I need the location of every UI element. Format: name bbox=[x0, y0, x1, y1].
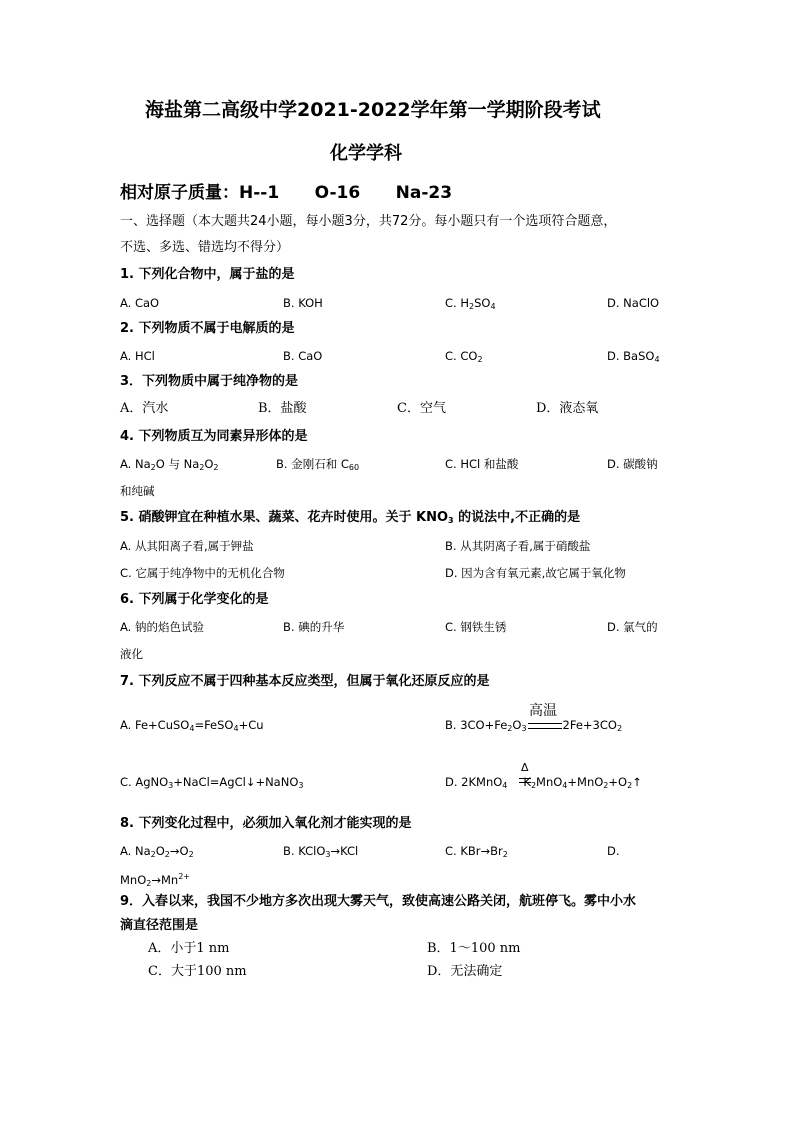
q5-option-d: D. 因为含有氧元素,故它属于氧化物 bbox=[445, 566, 626, 580]
q2-option-a: A. HCl bbox=[120, 349, 155, 363]
q2-option-b: B. CaO bbox=[283, 349, 323, 363]
q1-option-b: B. KOH bbox=[283, 296, 323, 310]
q1-option-d: D. NaClO bbox=[607, 296, 660, 310]
q3-option-b: B．盐酸 bbox=[258, 401, 307, 416]
q5-option-a: A. 从其阳离子看,属于钾盐 bbox=[120, 539, 254, 553]
q7-d-equals-sign bbox=[519, 778, 531, 783]
q7-option-b: B. $3CO+Fe_2O_3$ $2Fe+3CO_2$ bbox=[445, 718, 623, 733]
question-1-stem: 1. 下列化合物中，属于盐的是 bbox=[120, 267, 295, 282]
q7-b-equals-sign bbox=[528, 723, 562, 729]
q3-option-d: D．液态氧 bbox=[536, 401, 599, 416]
exam-title: 海盐第二高级中学2021-2022学年第一学期阶段考试 bbox=[145, 99, 601, 121]
q7-option-d: D. 2KMnO$_4$ $K_2MnO_4+MnO_2+O_2↑$ bbox=[445, 775, 642, 790]
q8-option-b: B. KClO$_3$→KCl bbox=[283, 844, 359, 859]
q2-option-c: C. $CO_2$ bbox=[445, 349, 483, 364]
q8-option-d-wrap: $MnO_2\to Mn^{2+}$ bbox=[120, 872, 191, 888]
question-4-stem: 4. 下列物质互为同素异形体的是 bbox=[120, 429, 308, 444]
q7-d-condition: Δ bbox=[521, 761, 529, 774]
q6-option-d: D. 氯气的 bbox=[607, 620, 658, 634]
q6-option-d-wrap: 液化 bbox=[120, 647, 143, 661]
q5-option-b: B. 从其阴离子看,属于硝酸盐 bbox=[445, 539, 591, 553]
q4-option-c: C. HCl 和盐酸 bbox=[445, 457, 519, 471]
q6-option-a: A. 钠的焰色试验 bbox=[120, 620, 204, 634]
q1-option-c: C. $H_2SO_4$ bbox=[445, 296, 496, 311]
q6-option-b: B. 碘的升华 bbox=[283, 620, 345, 634]
q7-option-c: C. AgNO$_3$+NaCl=AgCl↓+NaNO$_3$ bbox=[120, 775, 304, 790]
question-6-stem: 6. 下列属于化学变化的是 bbox=[120, 592, 269, 607]
question-8-stem: 8. 下列变化过程中，必须加入氧化剂才能实现的是 bbox=[120, 816, 412, 831]
question-3-stem: 3．下列物质中属于纯净物的是 bbox=[120, 374, 299, 389]
q6-option-c: C. 钢铁生锈 bbox=[445, 620, 507, 634]
question-9-stem-line1: 9．入春以来，我国不少地方多次出现大雾天气，致使高速公路关闭，航班停飞。雾中小水 bbox=[120, 894, 637, 909]
q8-option-a: A. $Na_2O_2\to O_2$ bbox=[120, 844, 194, 859]
question-5-stem: 5. 硝酸钾宜在种植水果、蔬菜、花卉时使用。关于 $KNO_3$ 的说法中,不正确的是 bbox=[120, 510, 581, 525]
q9-option-a: A．小于1 nm bbox=[148, 941, 230, 956]
section-intro-line1: 一、选择题（本大题共24小题，每小题3分，共72分。每小题只有一个选项符合题意， bbox=[120, 214, 617, 229]
q7-option-a: A. Fe+CuSO$_4$=FeSO$_4$+Cu bbox=[120, 718, 264, 733]
subject-title: 化学学科 bbox=[330, 143, 402, 164]
q4-option-a: A. $Na_2O$ 与 $Na_2O_2$ bbox=[120, 457, 219, 472]
q2-option-d: D. BaSO$_4$ bbox=[607, 349, 660, 364]
q4-option-d: D. 碳酸钠 bbox=[607, 457, 658, 471]
q4-option-b: B. 金刚石和 $C_{60}$ bbox=[276, 457, 360, 472]
q4-option-d-wrap: 和纯碱 bbox=[120, 484, 155, 498]
q5-option-c: C. 它属于纯净物中的无机化合物 bbox=[120, 566, 285, 580]
q7-b-condition: 高温 bbox=[529, 703, 557, 719]
q9-option-d: D．无法确定 bbox=[427, 964, 503, 979]
atomic-masses: 相对原子质量：H--1 O-16 Na-23 bbox=[120, 183, 453, 203]
question-7-stem: 7. 下列反应不属于四种基本反应类型，但属于氧化还原反应的是 bbox=[120, 674, 490, 689]
q8-option-d: D. bbox=[607, 844, 620, 858]
q1-option-a: A. CaO bbox=[120, 296, 160, 310]
q3-option-a: A．汽水 bbox=[120, 401, 169, 416]
q3-option-c: C．空气 bbox=[397, 401, 446, 416]
q9-option-b: B．1～100 nm bbox=[427, 941, 521, 956]
section-intro-line2: 不选、多选、错选均不得分） bbox=[120, 240, 290, 255]
question-2-stem: 2. 下列物质不属于电解质的是 bbox=[120, 321, 295, 336]
q8-option-c: C. $KBr\to Br_2$ bbox=[445, 844, 508, 859]
question-9-stem-line2: 滴直径范围是 bbox=[120, 918, 199, 933]
q9-option-c: C．大于100 nm bbox=[148, 964, 247, 979]
